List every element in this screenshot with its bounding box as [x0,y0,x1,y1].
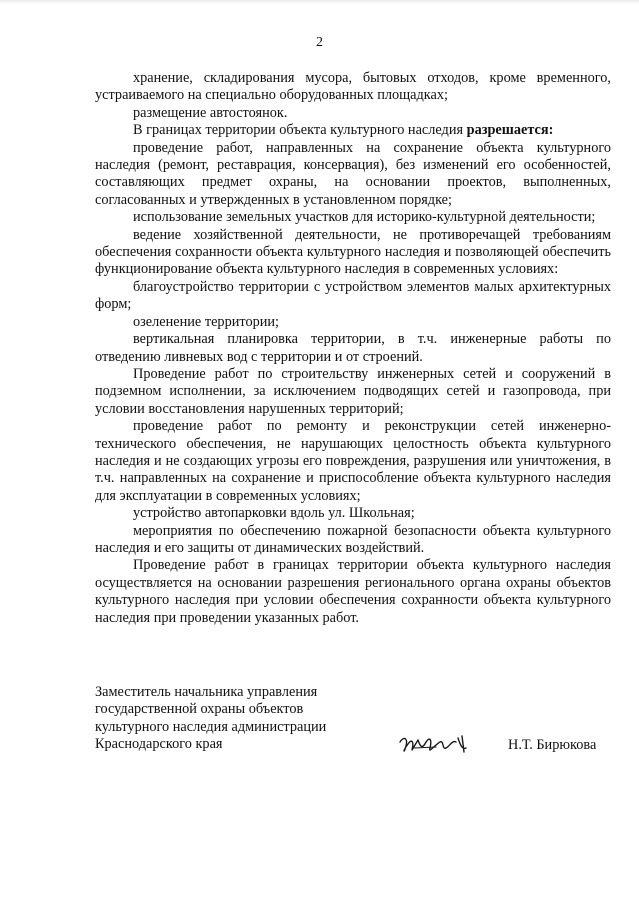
paragraph: благоустройство территории с устройством элементов малых архитектурных форм; [95,278,611,313]
paragraph: проведение работ, направленных на сохранение объекта культурного наследия (ремонт, реставрация, консервация), без изменений его особенностей, составляющих предмет охраны, на основании проектов, выполненных, согласованных и утвержденных в установленном порядке; [95,139,611,208]
position-line: Краснодарского края [95,736,223,753]
document-body [95,70,611,627]
scan-top-edge [0,0,639,4]
paragraph: проведение работ по ремонту и реконструкции сетей инженерно-технического обеспечения, не нарушающих целостность объекта культурного наследия и не создающих угрозы его повреждения, разрушения или уничтожения, в т.ч. направленных на сохранение и приспособление объекта культурного наследия для эксплуатации в современных условиях; [95,418,611,504]
paragraph [95,122,611,139]
paragraph: озеленение территории; [133,313,280,330]
paragraph: хранение, складирования мусора, бытовых отходов, кроме временного, устраиваемого на специально оборудованных площадках; [95,70,611,104]
paragraph: вертикальная планировка территории, в т.ч. инженерные работы по отведению ливневых вод с территории и от строений. [95,331,611,365]
handwritten-signature [396,732,478,762]
position-line: Заместитель начальника управления [95,684,318,700]
position-line: культурного наследия администрации [95,718,327,735]
paragraph: ведение хозяйственной деятельности, не противоречащей требованиям обеспечения сохранности объекта культурного наследия и позволяющей обеспечить функционирование объекта культурного наследия в современных условиях: [95,226,611,278]
signer-name: Н.Т. Бирюкова [508,737,597,753]
paragraph: Проведение работ в границах территории объекта культурного наследия осуществляется на основании разрешения регионального органа охраны объектов культурного наследия при условии обеспечения сохранности объекта культурного наследия при проведении указанных работ. [95,557,611,626]
paragraph: мероприятия по обеспечению пожарной безопасности объекта культурного наследия и его защиты от динамических воздействий. [95,522,611,556]
page-number: 2 [316,35,323,50]
paragraph: Проведение работ по строительству инженерных сетей и сооружений в подземном исполнении, за исключением подводящих сетей и газопровода, при условии восстановления нарушенных территорий; [95,365,611,417]
paragraph-text: В границах территории объекта культурного наследия [133,122,467,139]
position-line: государственной охраны объектов [95,701,304,718]
signatory-position [95,684,326,754]
paragraph: устройство автопарковки вдоль ул. Школьная; [133,505,415,522]
paragraph: использование земельных участков для историко-культурной деятельности; [133,209,596,226]
paragraph: размещение автостоянок. [133,104,288,121]
bold-emphasis: разрешается: [466,122,554,139]
